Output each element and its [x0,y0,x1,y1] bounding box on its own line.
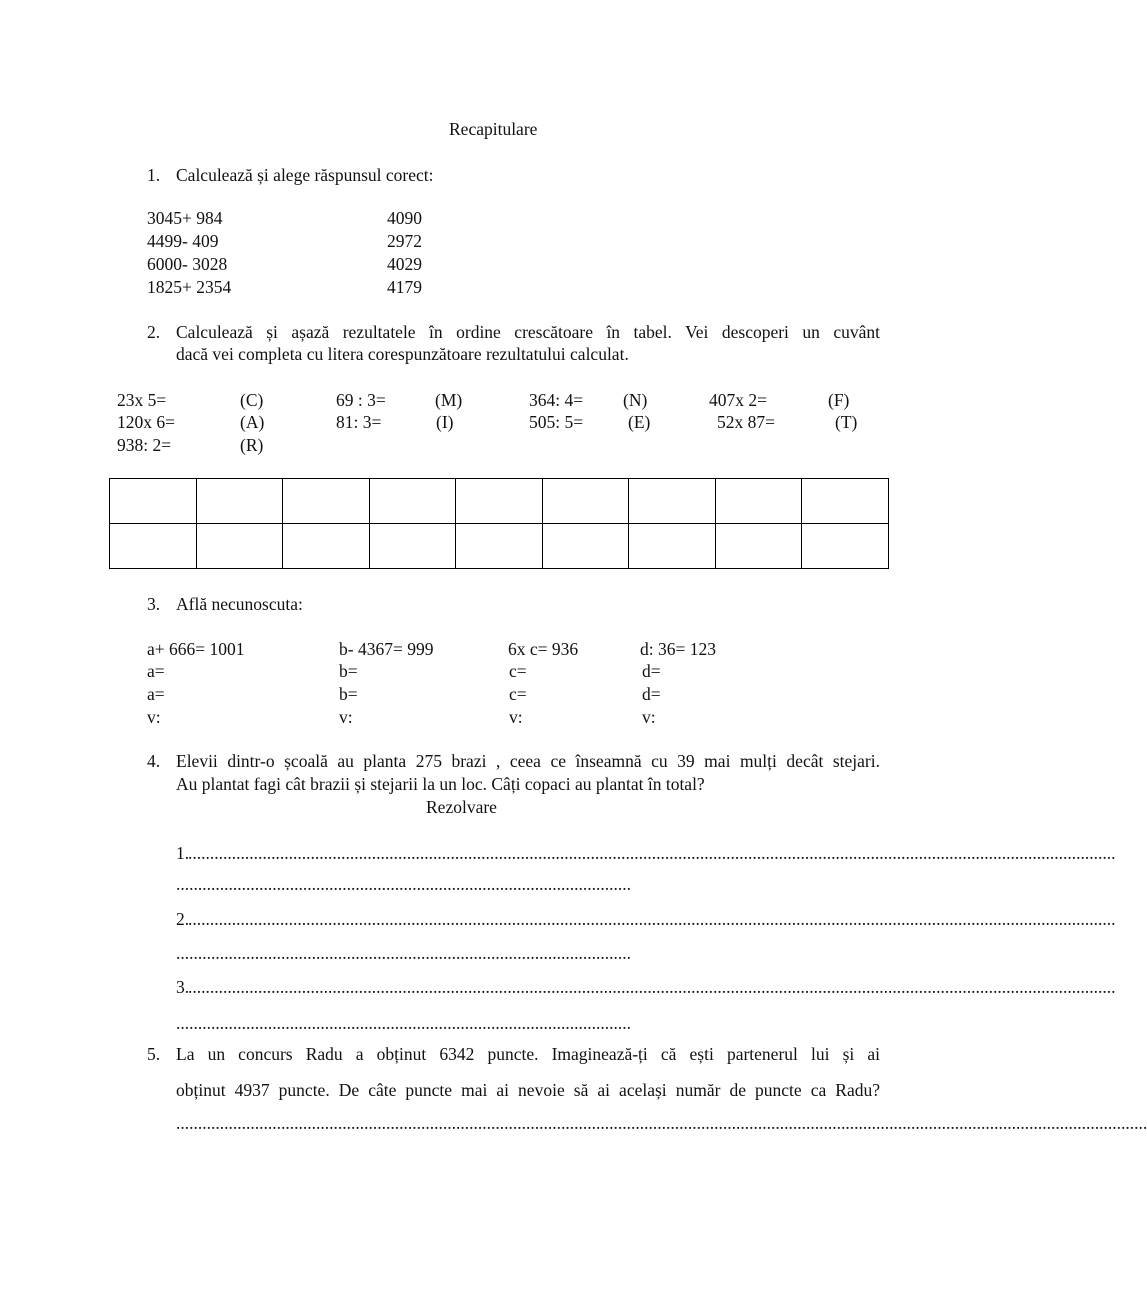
ex4-solution-label: Rezolvare [426,797,497,817]
ex3-answer-line[interactable]: a= [147,684,165,704]
ex3-equation: a+ 666= 1001 [147,639,245,659]
ex1-prompt: Calculează și alege răspunsul corect: [176,165,434,185]
ex4-continuation-dotted-line[interactable]: ........................................................................................................ [176,874,631,894]
ex4-step-dotted-line[interactable]: .................................................................................................................................................................................................................... [188,843,1116,863]
ex4-step-dotted-line[interactable]: .................................................................................................................................................................................................................... [188,977,1116,997]
ex3-verification-line[interactable]: v: [509,707,523,727]
ex2-letter: (T) [835,412,858,432]
ex4-problem-line2: Au plantat fagi cât brazii și stejarii la un loc. Câți copaci au plantat în total? [176,774,705,794]
ex2-expression: 69 : 3= [336,390,386,410]
result-cell[interactable] [456,479,543,524]
ex2-letter: (R) [240,435,264,455]
letter-cell[interactable] [802,524,889,569]
ex2-letter: (E) [628,412,651,432]
ex2-letter: (N) [623,390,648,410]
ex4-continuation-dotted-line[interactable]: ........................................................................................................ [176,943,631,963]
ex2-expression: 364: 4= [529,390,584,410]
ex1-answer-option[interactable]: 2972 [387,231,422,251]
ex4-step-dotted-line[interactable]: .................................................................................................................................................................................................................... [188,909,1116,929]
ex3-answer-line[interactable]: c= [509,661,527,681]
letter-cell[interactable] [369,524,456,569]
ex3-equation: b- 4367= 999 [339,639,434,659]
ex3-number: 3. [147,594,161,614]
ex4-step-number: 1. [176,843,190,863]
ex3-answer-line[interactable]: a= [147,661,165,681]
ex1-answer-option[interactable]: 4179 [387,277,422,297]
ex2-letter: (M) [435,390,463,410]
ex2-letter: (I) [436,412,454,432]
ex3-equation: 6x c= 936 [508,639,579,659]
ex1-operation: 4499- 409 [147,231,219,251]
result-cell[interactable] [542,479,629,524]
ex2-letter: (F) [828,390,850,410]
ex2-results-row [110,479,889,524]
ex2-expression: 23x 5= [117,390,167,410]
ex2-expression: 81: 3= [336,412,382,432]
ex3-answer-line[interactable]: d= [642,684,661,704]
ex1-answer-option[interactable]: 4090 [387,208,422,228]
ex1-operation: 3045+ 984 [147,208,223,228]
result-cell[interactable] [802,479,889,524]
ex3-answer-line[interactable]: d= [642,661,661,681]
result-cell[interactable] [369,479,456,524]
result-cell[interactable] [196,479,283,524]
ex5-number: 5. [147,1044,161,1064]
ex4-step-number: 3. [176,977,190,997]
letter-cell[interactable] [456,524,543,569]
ex2-expression: 52x 87= [717,412,775,432]
letter-cell[interactable] [715,524,802,569]
letter-cell[interactable] [629,524,716,569]
ex4-number: 4. [147,751,161,771]
ex3-verification-line[interactable]: v: [642,707,656,727]
ex3-verification-line[interactable]: v: [339,707,353,727]
letter-cell[interactable] [542,524,629,569]
ex3-verification-line[interactable]: v: [147,707,161,727]
result-cell[interactable] [629,479,716,524]
ex2-expression: 120x 6= [117,412,175,432]
ex3-prompt: Află necunoscuta: [176,594,303,614]
ex4-step-number: 2. [176,909,190,929]
ex3-equation: d: 36= 123 [640,639,716,659]
ex2-expression: 505: 5= [529,412,584,432]
letter-cell[interactable] [283,524,370,569]
ex5-answer-dotted-line[interactable]: .............................................................................................................................................................................................................................. [176,1113,1147,1133]
ex1-operation: 6000- 3028 [147,254,228,274]
result-cell[interactable] [283,479,370,524]
ex3-answer-line[interactable]: b= [339,661,358,681]
ex1-number: 1. [147,165,161,185]
ex2-prompt-line2: dacă vei completa cu litera corespunzătoare rezultatului calculat. [176,344,629,364]
ex2-letter: (C) [240,390,264,410]
ex2-expression: 407x 2= [709,390,767,410]
ex2-answer-table [109,478,889,569]
ex5-problem-line2: obținut 4937 puncte. De câte puncte mai ai nevoie să ai același număr de puncte ca Radu? [176,1080,880,1100]
letter-cell[interactable] [196,524,283,569]
ex3-answer-line[interactable]: b= [339,684,358,704]
result-cell[interactable] [715,479,802,524]
ex4-problem-line1: Elevii dintr-o școală au planta 275 brazi , ceea ce înseamnă cu 39 mai mulți decât stejari. [176,751,880,771]
ex2-letter: (A) [240,412,265,432]
ex2-prompt-line1: Calculează și așază rezultatele în ordine crescătoare în tabel. Vei descoperi un cuvânt [176,322,880,342]
ex1-answer-option[interactable]: 4029 [387,254,422,274]
ex4-continuation-dotted-line[interactable]: ........................................................................................................ [176,1013,631,1033]
ex2-number: 2. [147,322,161,342]
ex2-expression: 938: 2= [117,435,172,455]
ex5-problem-line1: La un concurs Radu a obținut 6342 puncte. Imaginează-ți că ești partenerul lui și ai [176,1044,880,1064]
ex2-letters-row [110,524,889,569]
letter-cell[interactable] [110,524,197,569]
ex1-operation: 1825+ 2354 [147,277,232,297]
ex3-answer-line[interactable]: c= [509,684,527,704]
result-cell[interactable] [110,479,197,524]
page-title: Recapitulare [449,119,538,139]
